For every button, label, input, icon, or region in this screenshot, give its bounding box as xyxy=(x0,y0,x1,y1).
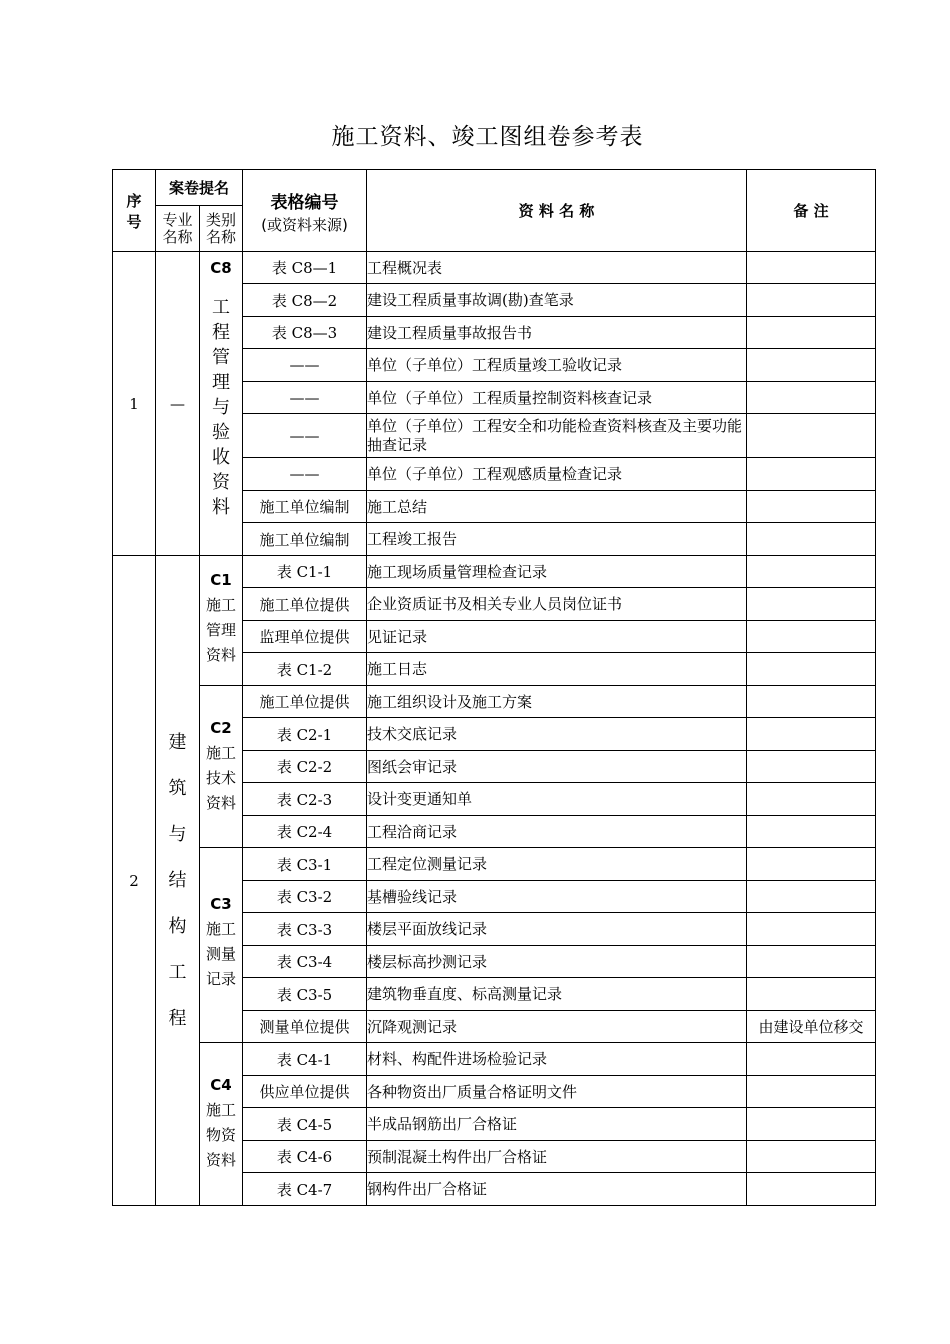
category-char: 程 xyxy=(212,322,230,343)
material-name-cell: 建设工程质量事故调(勘)查笔录 xyxy=(367,284,747,317)
profession-char: 结 xyxy=(168,869,187,891)
category-c1 xyxy=(200,556,243,686)
material-name-cell: 半成品钢筋出厂合格证 xyxy=(367,1108,747,1141)
table-row xyxy=(113,556,876,588)
remark-cell xyxy=(747,783,876,816)
form-code-cell: 表 C4-6 xyxy=(243,1141,367,1173)
category-label-line: 技术 xyxy=(206,769,237,787)
remark-cell xyxy=(747,556,876,588)
header-remark: 备 注 xyxy=(747,170,876,252)
profession-char: 构 xyxy=(168,915,187,937)
header-category-line2: 名称 xyxy=(206,227,237,246)
profession-char: 与 xyxy=(168,823,187,845)
header-seq xyxy=(113,170,156,252)
category-code: C2 xyxy=(210,719,232,737)
remark-cell xyxy=(747,653,876,686)
material-name-cell: 施工日志 xyxy=(367,653,747,686)
form-code-cell: 表 C3-4 xyxy=(243,946,367,978)
form-code-cell: —— xyxy=(243,349,367,382)
remark-cell xyxy=(747,718,876,751)
group1-seq: 1 xyxy=(113,252,156,556)
group2-seq: 2 xyxy=(113,556,156,1206)
material-name-cell: 工程洽商记录 xyxy=(367,816,747,848)
remark-cell xyxy=(747,978,876,1011)
remark-cell xyxy=(747,913,876,946)
group1-profession: — xyxy=(156,252,200,556)
remark-cell xyxy=(747,382,876,414)
category-label-line: 测量 xyxy=(206,945,237,963)
category-code: C1 xyxy=(210,571,232,589)
category-c4 xyxy=(200,1043,243,1206)
profession-char: 工 xyxy=(168,961,187,983)
material-name-cell: 施工现场质量管理检查记录 xyxy=(367,556,747,588)
category-label-line: 资料 xyxy=(206,794,237,812)
group1-category-code: C8 xyxy=(210,259,232,277)
header-material-name: 资 料 名 称 xyxy=(367,170,747,252)
reference-table xyxy=(112,169,876,1206)
form-code-cell: 表 C2-3 xyxy=(243,783,367,816)
form-code-cell: 表 C2-1 xyxy=(243,718,367,751)
material-name-cell: 企业资质证书及相关专业人员岗位证书 xyxy=(367,588,747,621)
material-name-cell: 见证记录 xyxy=(367,621,747,653)
header-seq-line1: 序 xyxy=(126,191,142,210)
remark-cell xyxy=(747,1076,876,1108)
remark-cell xyxy=(747,1043,876,1076)
material-name-cell: 建设工程质量事故报告书 xyxy=(367,317,747,349)
form-code-cell: 表 C4-7 xyxy=(243,1173,367,1206)
header-profession-line2: 名称 xyxy=(162,227,193,246)
material-name-cell: 单位（子单位）工程安全和功能检查资料核查及主要功能抽查记录 xyxy=(367,414,747,458)
header-row-1 xyxy=(113,170,876,206)
material-name-cell: 设计变更通知单 xyxy=(367,783,747,816)
material-name-cell: 材料、构配件进场检验记录 xyxy=(367,1043,747,1076)
page-title: 施工资料、竣工图组卷参考表 xyxy=(331,124,644,150)
table-row xyxy=(113,848,876,881)
header-form-source: (或资料来源) xyxy=(261,215,348,234)
material-name-cell: 单位（子单位）工程质量控制资料核查记录 xyxy=(367,382,747,414)
form-code-cell: 表 C3-5 xyxy=(243,978,367,1011)
material-name-cell: 各种物资出厂质量合格证明文件 xyxy=(367,1076,747,1108)
form-code-cell: —— xyxy=(243,414,367,458)
group2-profession xyxy=(156,556,200,1206)
material-name-cell: 工程竣工报告 xyxy=(367,523,747,556)
category-label-line: 资料 xyxy=(206,646,237,664)
header-form-code-label: 表格编号 xyxy=(270,192,339,213)
remark-cell xyxy=(747,491,876,523)
material-name-cell: 钢构件出厂合格证 xyxy=(367,1173,747,1206)
material-name-cell: 基槽验线记录 xyxy=(367,881,747,913)
category-code: C3 xyxy=(210,895,232,913)
form-code-cell: 表 C3-2 xyxy=(243,881,367,913)
category-label-line: 施工 xyxy=(206,596,237,614)
profession-char: 筑 xyxy=(168,777,187,799)
remark-cell xyxy=(747,588,876,621)
category-char: 与 xyxy=(212,397,230,418)
header-seq-line2: 号 xyxy=(126,212,142,231)
remark-cell xyxy=(747,284,876,317)
material-name-cell: 施工总结 xyxy=(367,491,747,523)
header-profession-name xyxy=(156,206,200,252)
category-label-line: 物资 xyxy=(206,1126,237,1144)
form-code-cell: 表 C8—2 xyxy=(243,284,367,317)
material-name-cell: 工程概况表 xyxy=(367,252,747,284)
category-char: 管 xyxy=(212,347,230,368)
material-name-cell: 楼层标高抄测记录 xyxy=(367,946,747,978)
profession-char: 程 xyxy=(168,1007,187,1029)
material-name-cell: 工程定位测量记录 xyxy=(367,848,747,881)
category-label-line: 施工 xyxy=(206,1101,237,1119)
remark-cell xyxy=(747,816,876,848)
header-category-name xyxy=(200,206,243,252)
form-code-cell: 施工单位编制 xyxy=(243,523,367,556)
material-name-cell: 技术交底记录 xyxy=(367,718,747,751)
category-c3 xyxy=(200,848,243,1043)
material-name-cell: 沉降观测记录 xyxy=(367,1011,747,1043)
material-name-cell: 建筑物垂直度、标高测量记录 xyxy=(367,978,747,1011)
form-code-cell: 表 C8—3 xyxy=(243,317,367,349)
header-profession-line1: 专业 xyxy=(162,210,193,229)
category-label-line: 施工 xyxy=(206,920,237,938)
header-case-title: 案卷提名 xyxy=(156,170,243,206)
remark-cell xyxy=(747,621,876,653)
remark-cell xyxy=(747,252,876,284)
category-code: C4 xyxy=(210,1076,232,1094)
form-code-cell: 施工单位编制 xyxy=(243,491,367,523)
form-code-cell: 表 C8—1 xyxy=(243,252,367,284)
form-code-cell: 监理单位提供 xyxy=(243,621,367,653)
material-name-cell: 预制混凝土构件出厂合格证 xyxy=(367,1141,747,1173)
remark-cell xyxy=(747,946,876,978)
table-row xyxy=(113,686,876,718)
category-char: 工 xyxy=(212,297,230,318)
remark-cell xyxy=(747,686,876,718)
form-code-cell: —— xyxy=(243,458,367,491)
form-code-cell: —— xyxy=(243,382,367,414)
remark-cell xyxy=(747,1173,876,1206)
material-name-cell: 单位（子单位）工程质量竣工验收记录 xyxy=(367,349,747,382)
category-label-line: 资料 xyxy=(206,1151,237,1169)
material-name-cell: 施工组织设计及施工方案 xyxy=(367,686,747,718)
category-label-line: 记录 xyxy=(206,970,237,988)
group2-profession-label xyxy=(156,720,199,1042)
category-char: 收 xyxy=(212,447,230,468)
material-name-cell: 图纸会审记录 xyxy=(367,751,747,783)
material-name-cell: 单位（子单位）工程观感质量检查记录 xyxy=(367,458,747,491)
remark-cell xyxy=(747,414,876,458)
form-code-cell: 表 C1-2 xyxy=(243,653,367,686)
category-char: 理 xyxy=(212,372,230,393)
category-c2 xyxy=(200,686,243,848)
form-code-cell: 测量单位提供 xyxy=(243,1011,367,1043)
remark-cell xyxy=(747,1108,876,1141)
remark-cell xyxy=(747,848,876,881)
form-code-cell: 施工单位提供 xyxy=(243,588,367,621)
remark-cell xyxy=(747,523,876,556)
remark-cell xyxy=(747,1141,876,1173)
category-char: 料 xyxy=(212,497,230,518)
form-code-cell: 表 C3-3 xyxy=(243,913,367,946)
form-code-cell: 表 C2-2 xyxy=(243,751,367,783)
group1-category xyxy=(200,252,243,556)
table-row xyxy=(113,1043,876,1076)
material-name-cell: 楼层平面放线记录 xyxy=(367,913,747,946)
group1-category-label xyxy=(200,295,242,520)
form-code-cell: 表 C4-5 xyxy=(243,1108,367,1141)
header-form-code xyxy=(243,170,367,252)
remark-cell xyxy=(747,751,876,783)
profession-char: 建 xyxy=(168,731,187,753)
form-code-cell: 供应单位提供 xyxy=(243,1076,367,1108)
remark-cell xyxy=(747,349,876,382)
remark-cell xyxy=(747,881,876,913)
category-char: 验 xyxy=(212,422,230,443)
remark-cell xyxy=(747,317,876,349)
header-category-line1: 类别 xyxy=(206,210,237,229)
category-char: 资 xyxy=(212,472,230,493)
form-code-cell: 表 C2-4 xyxy=(243,816,367,848)
remark-cell: 由建设单位移交 xyxy=(747,1011,876,1043)
form-code-cell: 表 C3-1 xyxy=(243,848,367,881)
remark-cell xyxy=(747,458,876,491)
table-row xyxy=(113,252,876,284)
form-code-cell: 施工单位提供 xyxy=(243,686,367,718)
form-code-cell: 表 C1-1 xyxy=(243,556,367,588)
category-label-line: 管理 xyxy=(206,621,237,639)
category-label-line: 施工 xyxy=(206,744,237,762)
form-code-cell: 表 C4-1 xyxy=(243,1043,367,1076)
